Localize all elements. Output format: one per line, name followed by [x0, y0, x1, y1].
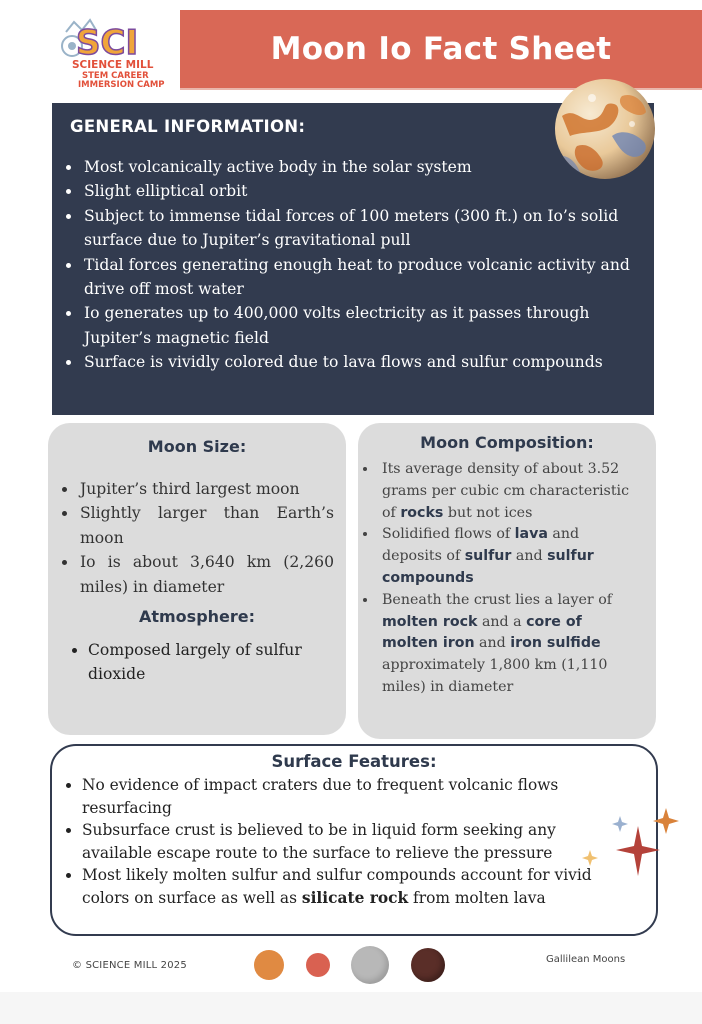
moon-composition-panel: [358, 423, 656, 739]
list-item: • Slightly larger than Earth’s moon: [78, 501, 334, 550]
list-item: • Surface is vividly colored due to lava flows and sulfur compounds: [82, 350, 642, 374]
page-title: Moon Io Fact Sheet: [270, 31, 612, 67]
moon-size-panel: [48, 423, 346, 735]
general-information-heading: GENERAL INFORMATION:: [70, 117, 306, 136]
list-item: • No evidence of impact craters due to frequent volcanic flows resurfacing: [82, 774, 614, 819]
list-item: • Composed largely of sulfur dioxide: [88, 638, 338, 687]
io-moon-image: [552, 76, 658, 182]
list-item: • Solidified flows of lava and deposits of sulfur and sulfur compounds: [378, 524, 634, 589]
list-item: • Jupiter’s third largest moon: [78, 477, 334, 501]
moon-size-list: [62, 477, 334, 599]
atmosphere-list: [70, 638, 338, 687]
moon-size-heading: Moon Size:: [147, 437, 247, 456]
list-item: • Most volcanically active body in the solar system: [82, 155, 642, 179]
list-item: • Its average density of about 3.52 grams per cubic cm characteristic of rocks but not ices: [378, 459, 634, 524]
moon-composition-list: [360, 459, 634, 699]
svg-text:SCIENCE MILL: SCIENCE MILL: [72, 59, 154, 71]
list-item: • Most likely molten sulfur and sulfur compounds account for vivid colors on surface as well as silicate rock from molten lava: [82, 864, 614, 909]
moon-composition-heading: Moon Composition:: [420, 433, 594, 452]
list-item: • Io generates up to 400,000 volts electricity as it passes through Jupiter’s magnetic field: [82, 301, 642, 350]
list-item: • Slight elliptical orbit: [82, 179, 642, 203]
list-item: • Subject to immense tidal forces of 100 meters (300 ft.) on Io’s solid surface due to Jupiter’s gravitational pull: [82, 204, 642, 253]
science-mill-logo: [56, 12, 166, 90]
europa-dot-icon: [306, 953, 330, 977]
svg-text:STEM CAREER: STEM CAREER: [82, 71, 149, 81]
list-item: • Io is about 3,640 km (2,260 miles) in diameter: [78, 550, 334, 599]
general-information-list: [64, 155, 642, 375]
surface-features-panel: [50, 744, 658, 936]
list-item: • Subsurface crust is believed to be in liquid form seeking any available escape route to the surface to relieve the pressure: [82, 819, 614, 864]
io-dot-icon: [254, 950, 284, 980]
copyright-text: © SCIENCE MILL 2025: [72, 960, 187, 971]
bottom-strip: [0, 992, 702, 1024]
atmosphere-heading: Atmosphere:: [138, 607, 256, 626]
svg-text:SCI: SCI: [76, 23, 139, 63]
gallilean-moons-label: Gallilean Moons: [546, 954, 626, 965]
list-item: • Tidal forces generating enough heat to produce volcanic activity and drive off most water: [82, 253, 642, 302]
svg-text:IMMERSION CAMP: IMMERSION CAMP: [78, 80, 165, 90]
list-item: • Beneath the crust lies a layer of molten rock and a core of molten iron and iron sulfide approximately 1,800 km (1,110 miles) in diameter: [378, 590, 634, 699]
surface-features-heading: Surface Features:: [271, 752, 437, 771]
surface-features-list: [62, 774, 614, 910]
callisto-dot-icon: [411, 948, 445, 982]
ganymede-dot-icon: [351, 946, 389, 984]
sparkle-decoration-icon: [578, 806, 682, 890]
